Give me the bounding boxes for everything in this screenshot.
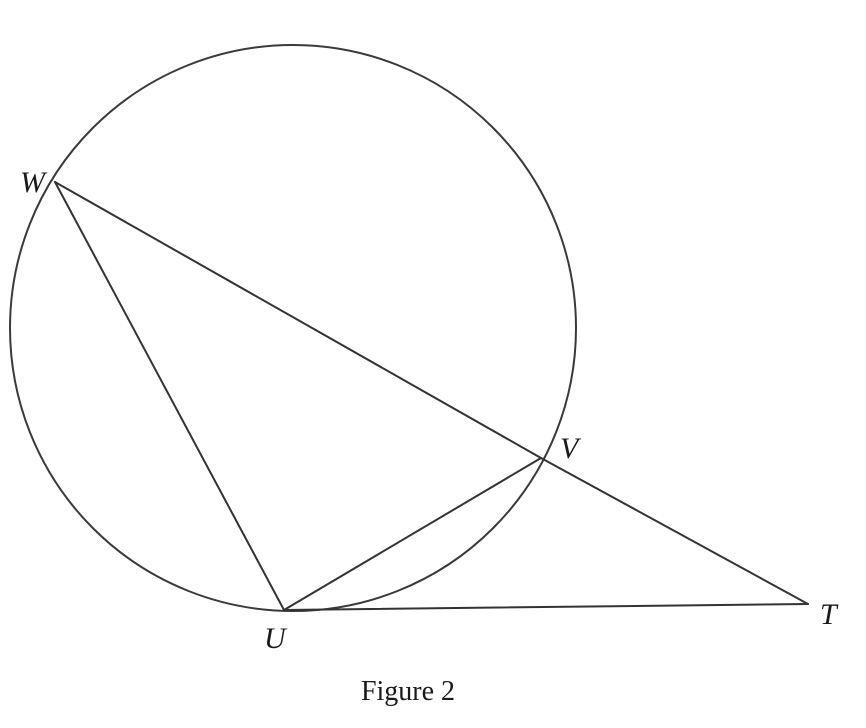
segment-uv <box>284 458 541 610</box>
point-label-t: T <box>820 598 837 631</box>
point-label-w: W <box>20 166 45 199</box>
circle <box>10 45 576 611</box>
point-label-v: V <box>560 432 579 465</box>
figure-caption: Figure 2 <box>360 676 456 707</box>
segment-ut <box>284 604 808 610</box>
segment-vt <box>541 458 808 604</box>
point-label-u: U <box>264 622 286 655</box>
